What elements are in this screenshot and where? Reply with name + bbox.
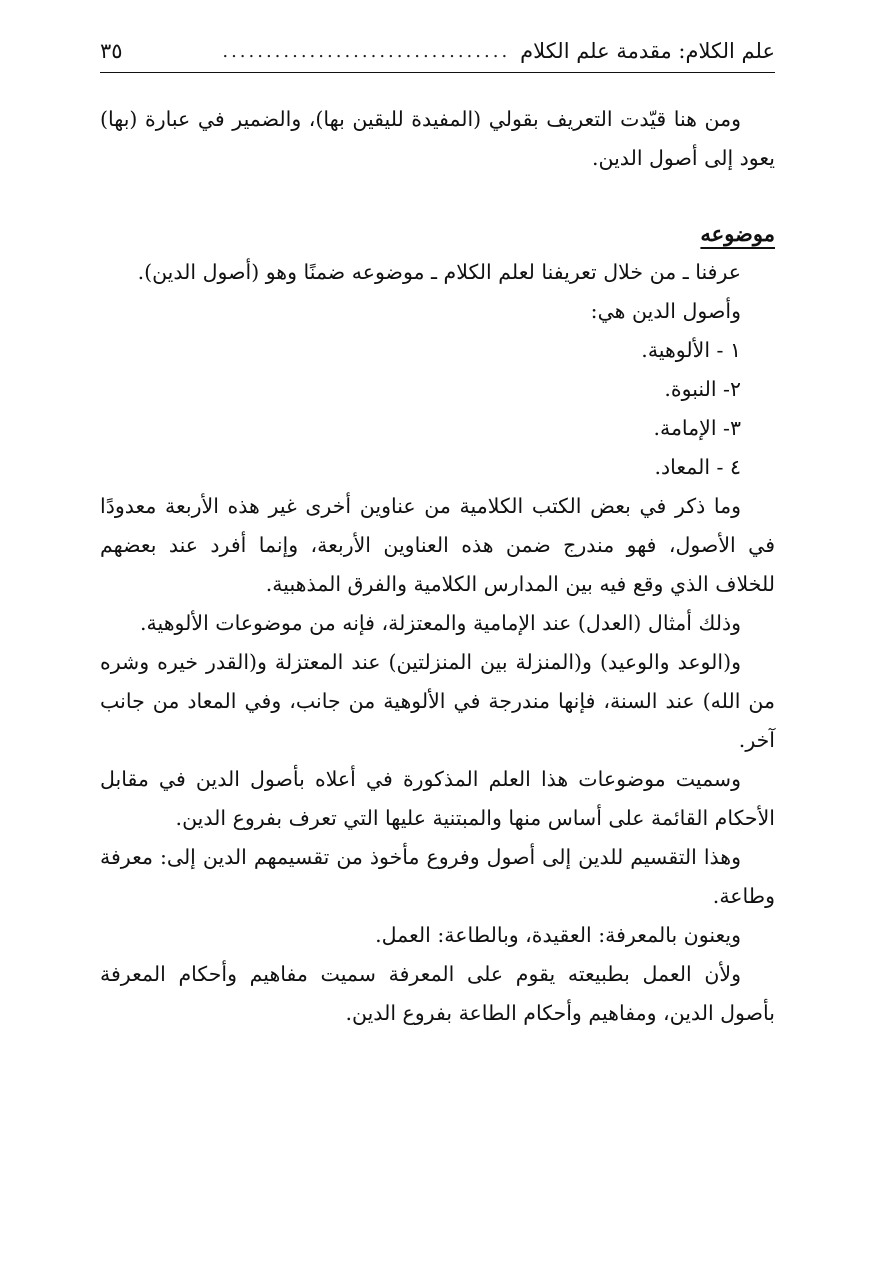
- list-item: ١ - الألوهية.: [641, 338, 741, 362]
- leader-dots: .................................: [222, 40, 511, 62]
- list-item: ٢- النبوة.: [664, 377, 741, 401]
- running-header: [100, 30, 775, 73]
- body-paragraph: ولأن العمل بطبيعته يقوم على المعرفة سميت مفاهيم وأحكام المعرفة بأصول الدين، ومفاهيم وأحكام الطاعة بفروع الدين.: [100, 962, 775, 1025]
- list-intro: وأصول الدين هي:: [590, 299, 741, 323]
- section-heading: موضوعه: [700, 221, 775, 246]
- page-number: ٣٥: [100, 39, 123, 63]
- intro-paragraph: ومن هنا قيّدت التعريف بقولي (المفيدة لليقين بها)، والضمير في عبارة (بها) يعود إلى أصول الدين.: [100, 107, 775, 170]
- body-paragraph: وذلك أمثال (العدل) عند الإمامية والمعتزلة، فإنه من موضوعات الألوهية.: [140, 611, 741, 635]
- body-paragraph: وما ذكر في بعض الكتب الكلامية من عناوين أخرى غير هذه الأربعة معدودًا في الأصول، فهو مندرج ضمن هذه العناوين الأربعة، وإنما أفرد عند بعضهم للخلاف الذي وقع فيه بين المدارس الكلامية والفرق المذهبية.: [100, 494, 775, 596]
- body-paragraph: وسميت موضوعات هذا العلم المذكورة في أعلاه بأصول الدين في مقابل الأحكام القائمة على أساس منها والمبتنية عليها التي تعرف بفروع الدين.: [100, 767, 775, 830]
- running-title: علم الكلام: مقدمة علم الكلام: [520, 39, 775, 63]
- body-paragraph: و(الوعد والوعيد) و(المنزلة بين المنزلتين) عند المعتزلة و(القدر خيره وشره من الله) عند السنة، فإنها مندرجة في الألوهية من جانب، وفي المعاد من جانب آخر.: [100, 650, 775, 752]
- list-item: ٤ - المعاد.: [654, 455, 741, 479]
- page-body: [100, 100, 775, 1033]
- list-item: ٣- الإمامة.: [653, 416, 741, 440]
- body-paragraph: ويعنون بالمعرفة: العقيدة، وبالطاعة: العمل.: [375, 923, 741, 947]
- subject-paragraph: عرفنا ـ من خلال تعريفنا لعلم الكلام ـ موضوعه ضمنًا وهو (أصول الدين).: [137, 260, 741, 284]
- body-paragraph: وهذا التقسيم للدين إلى أصول وفروع مأخوذ من تقسيمهم الدين إلى: معرفة وطاعة.: [100, 845, 775, 908]
